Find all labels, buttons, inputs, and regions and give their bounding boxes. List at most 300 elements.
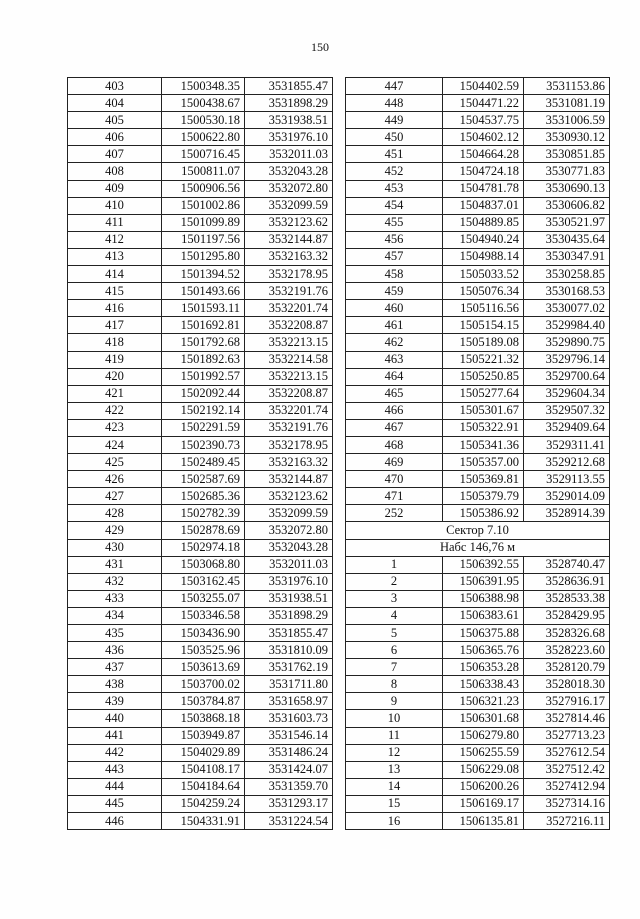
table-row <box>68 488 333 505</box>
point-number: 440 <box>68 710 162 727</box>
coordinate-x: 1502782.39 <box>162 505 245 522</box>
coordinate-y: 3531898.29 <box>245 607 333 624</box>
point-number: 410 <box>68 197 162 214</box>
point-number: 406 <box>68 129 162 146</box>
point-number: 435 <box>68 625 162 642</box>
table-row <box>346 334 610 351</box>
coordinate-y: 3532099.59 <box>245 505 333 522</box>
table-row <box>346 317 610 334</box>
coordinate-x: 1503525.96 <box>162 642 245 659</box>
coordinate-x: 1505379.79 <box>443 488 524 505</box>
table-row <box>68 197 333 214</box>
coordinate-y: 3530521.97 <box>524 214 610 231</box>
table-row <box>68 436 333 453</box>
table-row <box>68 795 333 812</box>
coordinate-x: 1504402.59 <box>443 78 524 95</box>
coordinate-y: 3531898.29 <box>245 95 333 112</box>
point-number: 10 <box>346 710 443 727</box>
coordinate-x: 1503436.90 <box>162 625 245 642</box>
point-number: 3 <box>346 590 443 607</box>
table-row <box>346 129 610 146</box>
sector-subtitle: Набс 146,76 м <box>346 539 610 556</box>
point-number: 415 <box>68 283 162 300</box>
point-number: 459 <box>346 283 443 300</box>
coordinate-y: 3532191.76 <box>245 283 333 300</box>
coordinate-x: 1505033.52 <box>443 266 524 283</box>
table-row <box>346 659 610 676</box>
table-row <box>346 573 610 590</box>
coordinate-x: 1506383.61 <box>443 607 524 624</box>
table-row <box>346 402 610 419</box>
table-row <box>346 710 610 727</box>
point-number: 463 <box>346 351 443 368</box>
point-number: 458 <box>346 266 443 283</box>
coordinate-y: 3530258.85 <box>524 266 610 283</box>
coordinate-y: 3532214.58 <box>245 351 333 368</box>
coordinate-y: 3530077.02 <box>524 300 610 317</box>
coordinate-y: 3532213.15 <box>245 334 333 351</box>
coordinate-x: 1501692.81 <box>162 317 245 334</box>
table-row <box>346 283 610 300</box>
coordinate-y: 3528740.47 <box>524 556 610 573</box>
table-row <box>346 761 610 778</box>
coordinate-y: 3532144.87 <box>245 471 333 488</box>
table-row <box>346 505 610 522</box>
point-number: 442 <box>68 744 162 761</box>
table-row <box>68 231 333 248</box>
sector-title: Сектор 7.10 <box>346 522 610 539</box>
point-number: 457 <box>346 248 443 265</box>
point-number: 464 <box>346 368 443 385</box>
coordinate-x: 1506200.26 <box>443 778 524 795</box>
table-row <box>68 676 333 693</box>
coordinate-x: 1504940.24 <box>443 231 524 248</box>
coordinate-y: 3531081.19 <box>524 95 610 112</box>
coordinate-y: 3529113.55 <box>524 471 610 488</box>
point-number: 432 <box>68 573 162 590</box>
coordinate-y: 3529507.32 <box>524 402 610 419</box>
coordinate-x: 1500348.35 <box>162 78 245 95</box>
table-row <box>68 761 333 778</box>
coordinate-x: 1506255.59 <box>443 744 524 761</box>
coordinate-x: 1505386.92 <box>443 505 524 522</box>
table-row <box>346 625 610 642</box>
table-row <box>346 300 610 317</box>
coordinate-x: 1504724.18 <box>443 163 524 180</box>
coordinate-x: 1502390.73 <box>162 436 245 453</box>
table-row <box>68 385 333 402</box>
table-row <box>68 607 333 624</box>
coordinate-x: 1506391.95 <box>443 573 524 590</box>
coordinate-y: 3529409.64 <box>524 419 610 436</box>
point-number: 7 <box>346 659 443 676</box>
table-row <box>346 112 610 129</box>
point-number: 12 <box>346 744 443 761</box>
coordinate-x: 1504471.22 <box>443 95 524 112</box>
coordinate-x: 1503784.87 <box>162 693 245 710</box>
coordinate-x: 1503068.80 <box>162 556 245 573</box>
coordinate-y: 3527512.42 <box>524 761 610 778</box>
coordinate-x: 1502587.69 <box>162 471 245 488</box>
coordinate-y: 3532123.62 <box>245 214 333 231</box>
point-number: 9 <box>346 693 443 710</box>
point-number: 413 <box>68 248 162 265</box>
coordinate-y: 3532011.03 <box>245 556 333 573</box>
point-number: 446 <box>68 813 162 830</box>
coordinate-x: 1501493.66 <box>162 283 245 300</box>
coordinate-x: 1503868.18 <box>162 710 245 727</box>
coordinate-x: 1500811.07 <box>162 163 245 180</box>
point-number: 408 <box>68 163 162 180</box>
point-number: 407 <box>68 146 162 163</box>
coordinate-x: 1502092.44 <box>162 385 245 402</box>
coordinate-x: 1505301.67 <box>443 402 524 419</box>
point-number: 16 <box>346 813 443 830</box>
coordinate-y: 3532099.59 <box>245 197 333 214</box>
coordinate-x: 1500716.45 <box>162 146 245 163</box>
point-number: 4 <box>346 607 443 624</box>
coordinate-x: 1503700.02 <box>162 676 245 693</box>
table-row <box>68 505 333 522</box>
table-row <box>68 248 333 265</box>
table-row <box>346 78 610 95</box>
coordinate-x: 1506169.17 <box>443 795 524 812</box>
table-row <box>346 488 610 505</box>
coordinate-x: 1501394.52 <box>162 266 245 283</box>
coordinate-x: 1505369.81 <box>443 471 524 488</box>
table-row <box>68 214 333 231</box>
point-number: 409 <box>68 180 162 197</box>
coordinate-x: 1504029.89 <box>162 744 245 761</box>
point-number: 428 <box>68 505 162 522</box>
point-number: 451 <box>346 146 443 163</box>
coordinate-y: 3531855.47 <box>245 625 333 642</box>
point-number: 452 <box>346 163 443 180</box>
point-number: 1 <box>346 556 443 573</box>
point-number: 420 <box>68 368 162 385</box>
coordinate-x: 1502291.59 <box>162 419 245 436</box>
point-number: 439 <box>68 693 162 710</box>
table-row <box>68 693 333 710</box>
coordinate-y: 3527713.23 <box>524 727 610 744</box>
table-row <box>346 744 610 761</box>
table-row <box>68 317 333 334</box>
table-row <box>346 556 610 573</box>
point-number: 443 <box>68 761 162 778</box>
coordinate-y: 3531810.09 <box>245 642 333 659</box>
coordinate-x: 1506338.43 <box>443 676 524 693</box>
coordinate-x: 1501002.86 <box>162 197 245 214</box>
point-number: 6 <box>346 642 443 659</box>
coordinate-x: 1505116.56 <box>443 300 524 317</box>
point-number: 15 <box>346 795 443 812</box>
point-number: 453 <box>346 180 443 197</box>
table-row <box>68 590 333 607</box>
point-number: 404 <box>68 95 162 112</box>
point-number: 465 <box>346 385 443 402</box>
point-number: 456 <box>346 231 443 248</box>
coordinate-y: 3529604.34 <box>524 385 610 402</box>
coordinate-x: 1501593.11 <box>162 300 245 317</box>
coordinate-y: 3529212.68 <box>524 454 610 471</box>
coordinate-x: 1502685.36 <box>162 488 245 505</box>
coordinate-y: 3528636.91 <box>524 573 610 590</box>
coordinate-y: 3532072.80 <box>245 180 333 197</box>
coordinate-y: 3531546.14 <box>245 727 333 744</box>
coordinate-y: 3528326.68 <box>524 625 610 642</box>
coordinate-x: 1501099.89 <box>162 214 245 231</box>
coordinate-y: 3529014.09 <box>524 488 610 505</box>
table-row <box>346 642 610 659</box>
sector-title-row <box>346 522 610 539</box>
table-row <box>68 642 333 659</box>
table-row <box>68 419 333 436</box>
point-number: 8 <box>346 676 443 693</box>
point-number: 11 <box>346 727 443 744</box>
point-number: 403 <box>68 78 162 95</box>
coordinate-x: 1501892.63 <box>162 351 245 368</box>
coordinate-y: 3530771.83 <box>524 163 610 180</box>
coordinate-y: 3527916.17 <box>524 693 610 710</box>
point-number: 444 <box>68 778 162 795</box>
coordinate-x: 1501792.68 <box>162 334 245 351</box>
coordinate-x: 1504889.85 <box>443 214 524 231</box>
coordinate-y: 3528018.30 <box>524 676 610 693</box>
table-row <box>68 556 333 573</box>
coordinate-x: 1501992.57 <box>162 368 245 385</box>
coordinate-y: 3531711.80 <box>245 676 333 693</box>
coordinate-x: 1506135.81 <box>443 813 524 830</box>
table-row <box>68 368 333 385</box>
point-number: 419 <box>68 351 162 368</box>
coordinate-y: 3531658.97 <box>245 693 333 710</box>
point-number: 252 <box>346 505 443 522</box>
coordinate-x: 1505154.15 <box>443 317 524 334</box>
point-number: 405 <box>68 112 162 129</box>
table-row <box>68 334 333 351</box>
coordinate-y: 3531762.19 <box>245 659 333 676</box>
coordinate-y: 3530690.13 <box>524 180 610 197</box>
coordinate-x: 1505076.34 <box>443 283 524 300</box>
point-number: 421 <box>68 385 162 402</box>
coordinate-y: 3527612.54 <box>524 744 610 761</box>
point-number: 5 <box>346 625 443 642</box>
table-row <box>68 95 333 112</box>
coordinate-y: 3532043.28 <box>245 539 333 556</box>
coordinate-x: 1506353.28 <box>443 659 524 676</box>
point-number: 426 <box>68 471 162 488</box>
table-row <box>346 197 610 214</box>
table-row <box>346 351 610 368</box>
coordinate-y: 3531224.54 <box>245 813 333 830</box>
coordinate-x: 1503949.87 <box>162 727 245 744</box>
table-row <box>346 180 610 197</box>
coordinate-x: 1504331.91 <box>162 813 245 830</box>
coordinate-x: 1506392.55 <box>443 556 524 573</box>
point-number: 438 <box>68 676 162 693</box>
coordinate-y: 3532163.32 <box>245 248 333 265</box>
coordinate-x: 1503346.58 <box>162 607 245 624</box>
point-number: 461 <box>346 317 443 334</box>
coordinate-x: 1504664.28 <box>443 146 524 163</box>
table-row <box>68 573 333 590</box>
table-row <box>346 795 610 812</box>
coordinate-x: 1504781.78 <box>443 180 524 197</box>
coordinate-x: 1504837.01 <box>443 197 524 214</box>
coordinate-y: 3531938.51 <box>245 112 333 129</box>
point-number: 467 <box>346 419 443 436</box>
table-row <box>68 351 333 368</box>
coordinate-y: 3529700.64 <box>524 368 610 385</box>
coordinate-x: 1504988.14 <box>443 248 524 265</box>
coordinate-x: 1501197.56 <box>162 231 245 248</box>
coordinate-y: 3530435.64 <box>524 231 610 248</box>
table-row <box>68 659 333 676</box>
table-row <box>68 266 333 283</box>
point-number: 447 <box>346 78 443 95</box>
table-row <box>346 95 610 112</box>
table-row <box>346 248 610 265</box>
table-row <box>68 146 333 163</box>
table-row <box>68 78 333 95</box>
coordinate-x: 1505341.36 <box>443 436 524 453</box>
coordinate-x: 1503613.69 <box>162 659 245 676</box>
page-number: 150 <box>311 40 329 54</box>
table-row <box>346 727 610 744</box>
coordinate-y: 3532163.32 <box>245 454 333 471</box>
coordinate-y: 3531603.73 <box>245 710 333 727</box>
coordinate-y: 3530930.12 <box>524 129 610 146</box>
coordinate-x: 1506365.76 <box>443 642 524 659</box>
point-number: 411 <box>68 214 162 231</box>
point-number: 445 <box>68 795 162 812</box>
point-number: 441 <box>68 727 162 744</box>
coordinate-x: 1500622.80 <box>162 129 245 146</box>
coordinate-y: 3532178.95 <box>245 266 333 283</box>
coordinate-x: 1505322.91 <box>443 419 524 436</box>
coordinates-table-left <box>67 77 333 830</box>
point-number: 423 <box>68 419 162 436</box>
coordinate-y: 3530347.91 <box>524 248 610 265</box>
table-row <box>346 266 610 283</box>
coordinate-y: 3532208.87 <box>245 317 333 334</box>
coordinate-y: 3532208.87 <box>245 385 333 402</box>
coordinate-x: 1502878.69 <box>162 522 245 539</box>
coordinate-x: 1506375.88 <box>443 625 524 642</box>
table-row <box>68 283 333 300</box>
point-number: 462 <box>346 334 443 351</box>
coordinate-x: 1505357.00 <box>443 454 524 471</box>
point-number: 449 <box>346 112 443 129</box>
table-row <box>346 590 610 607</box>
table-row <box>68 300 333 317</box>
coordinate-y: 3527412.94 <box>524 778 610 795</box>
coordinate-x: 1505189.08 <box>443 334 524 351</box>
point-number: 425 <box>68 454 162 471</box>
table-row <box>68 813 333 830</box>
point-number: 2 <box>346 573 443 590</box>
table-row <box>68 710 333 727</box>
point-number: 13 <box>346 761 443 778</box>
point-number: 471 <box>346 488 443 505</box>
coordinate-y: 3531486.24 <box>245 744 333 761</box>
coordinate-y: 3529984.40 <box>524 317 610 334</box>
point-number: 431 <box>68 556 162 573</box>
point-number: 433 <box>68 590 162 607</box>
coordinate-y: 3532144.87 <box>245 231 333 248</box>
point-number: 430 <box>68 539 162 556</box>
coordinate-y: 3528914.39 <box>524 505 610 522</box>
coordinate-x: 1505221.32 <box>443 351 524 368</box>
coordinate-x: 1501295.80 <box>162 248 245 265</box>
coordinate-y: 3531938.51 <box>245 590 333 607</box>
table-row <box>346 454 610 471</box>
table-row <box>68 625 333 642</box>
coordinate-y: 3527314.16 <box>524 795 610 812</box>
coordinate-y: 3532191.76 <box>245 419 333 436</box>
table-row <box>68 402 333 419</box>
coordinate-y: 3532201.74 <box>245 300 333 317</box>
table-row <box>346 607 610 624</box>
point-number: 434 <box>68 607 162 624</box>
coordinate-x: 1506301.68 <box>443 710 524 727</box>
point-number: 422 <box>68 402 162 419</box>
coordinate-y: 3527814.46 <box>524 710 610 727</box>
coordinate-x: 1503255.07 <box>162 590 245 607</box>
coordinate-y: 3530606.82 <box>524 197 610 214</box>
point-number: 412 <box>68 231 162 248</box>
coordinate-x: 1505250.85 <box>443 368 524 385</box>
coordinate-y: 3529311.41 <box>524 436 610 453</box>
coordinate-y: 3531006.59 <box>524 112 610 129</box>
point-number: 424 <box>68 436 162 453</box>
table-row <box>68 163 333 180</box>
table-row <box>68 471 333 488</box>
table-row <box>346 163 610 180</box>
point-number: 437 <box>68 659 162 676</box>
coordinate-x: 1500438.67 <box>162 95 245 112</box>
coordinate-x: 1502489.45 <box>162 454 245 471</box>
coordinate-y: 3531293.17 <box>245 795 333 812</box>
sector-subtitle-row <box>346 539 610 556</box>
coordinate-x: 1504259.24 <box>162 795 245 812</box>
coordinate-y: 3531855.47 <box>245 78 333 95</box>
table-row <box>346 813 610 830</box>
table-row <box>68 180 333 197</box>
coordinate-y: 3529890.75 <box>524 334 610 351</box>
table-row <box>68 778 333 795</box>
coordinate-x: 1502974.18 <box>162 539 245 556</box>
point-number: 427 <box>68 488 162 505</box>
coordinate-y: 3532178.95 <box>245 436 333 453</box>
table-row <box>346 676 610 693</box>
table-row <box>68 129 333 146</box>
point-number: 417 <box>68 317 162 334</box>
coordinate-y: 3530168.53 <box>524 283 610 300</box>
table-row <box>346 146 610 163</box>
coordinate-y: 3532072.80 <box>245 522 333 539</box>
point-number: 14 <box>346 778 443 795</box>
point-number: 455 <box>346 214 443 231</box>
coordinate-y: 3532213.15 <box>245 368 333 385</box>
coordinate-x: 1500906.56 <box>162 180 245 197</box>
table-row <box>346 214 610 231</box>
coordinate-x: 1503162.45 <box>162 573 245 590</box>
point-number: 418 <box>68 334 162 351</box>
coordinate-y: 3531153.86 <box>524 78 610 95</box>
point-number: 454 <box>346 197 443 214</box>
coordinate-y: 3532011.03 <box>245 146 333 163</box>
